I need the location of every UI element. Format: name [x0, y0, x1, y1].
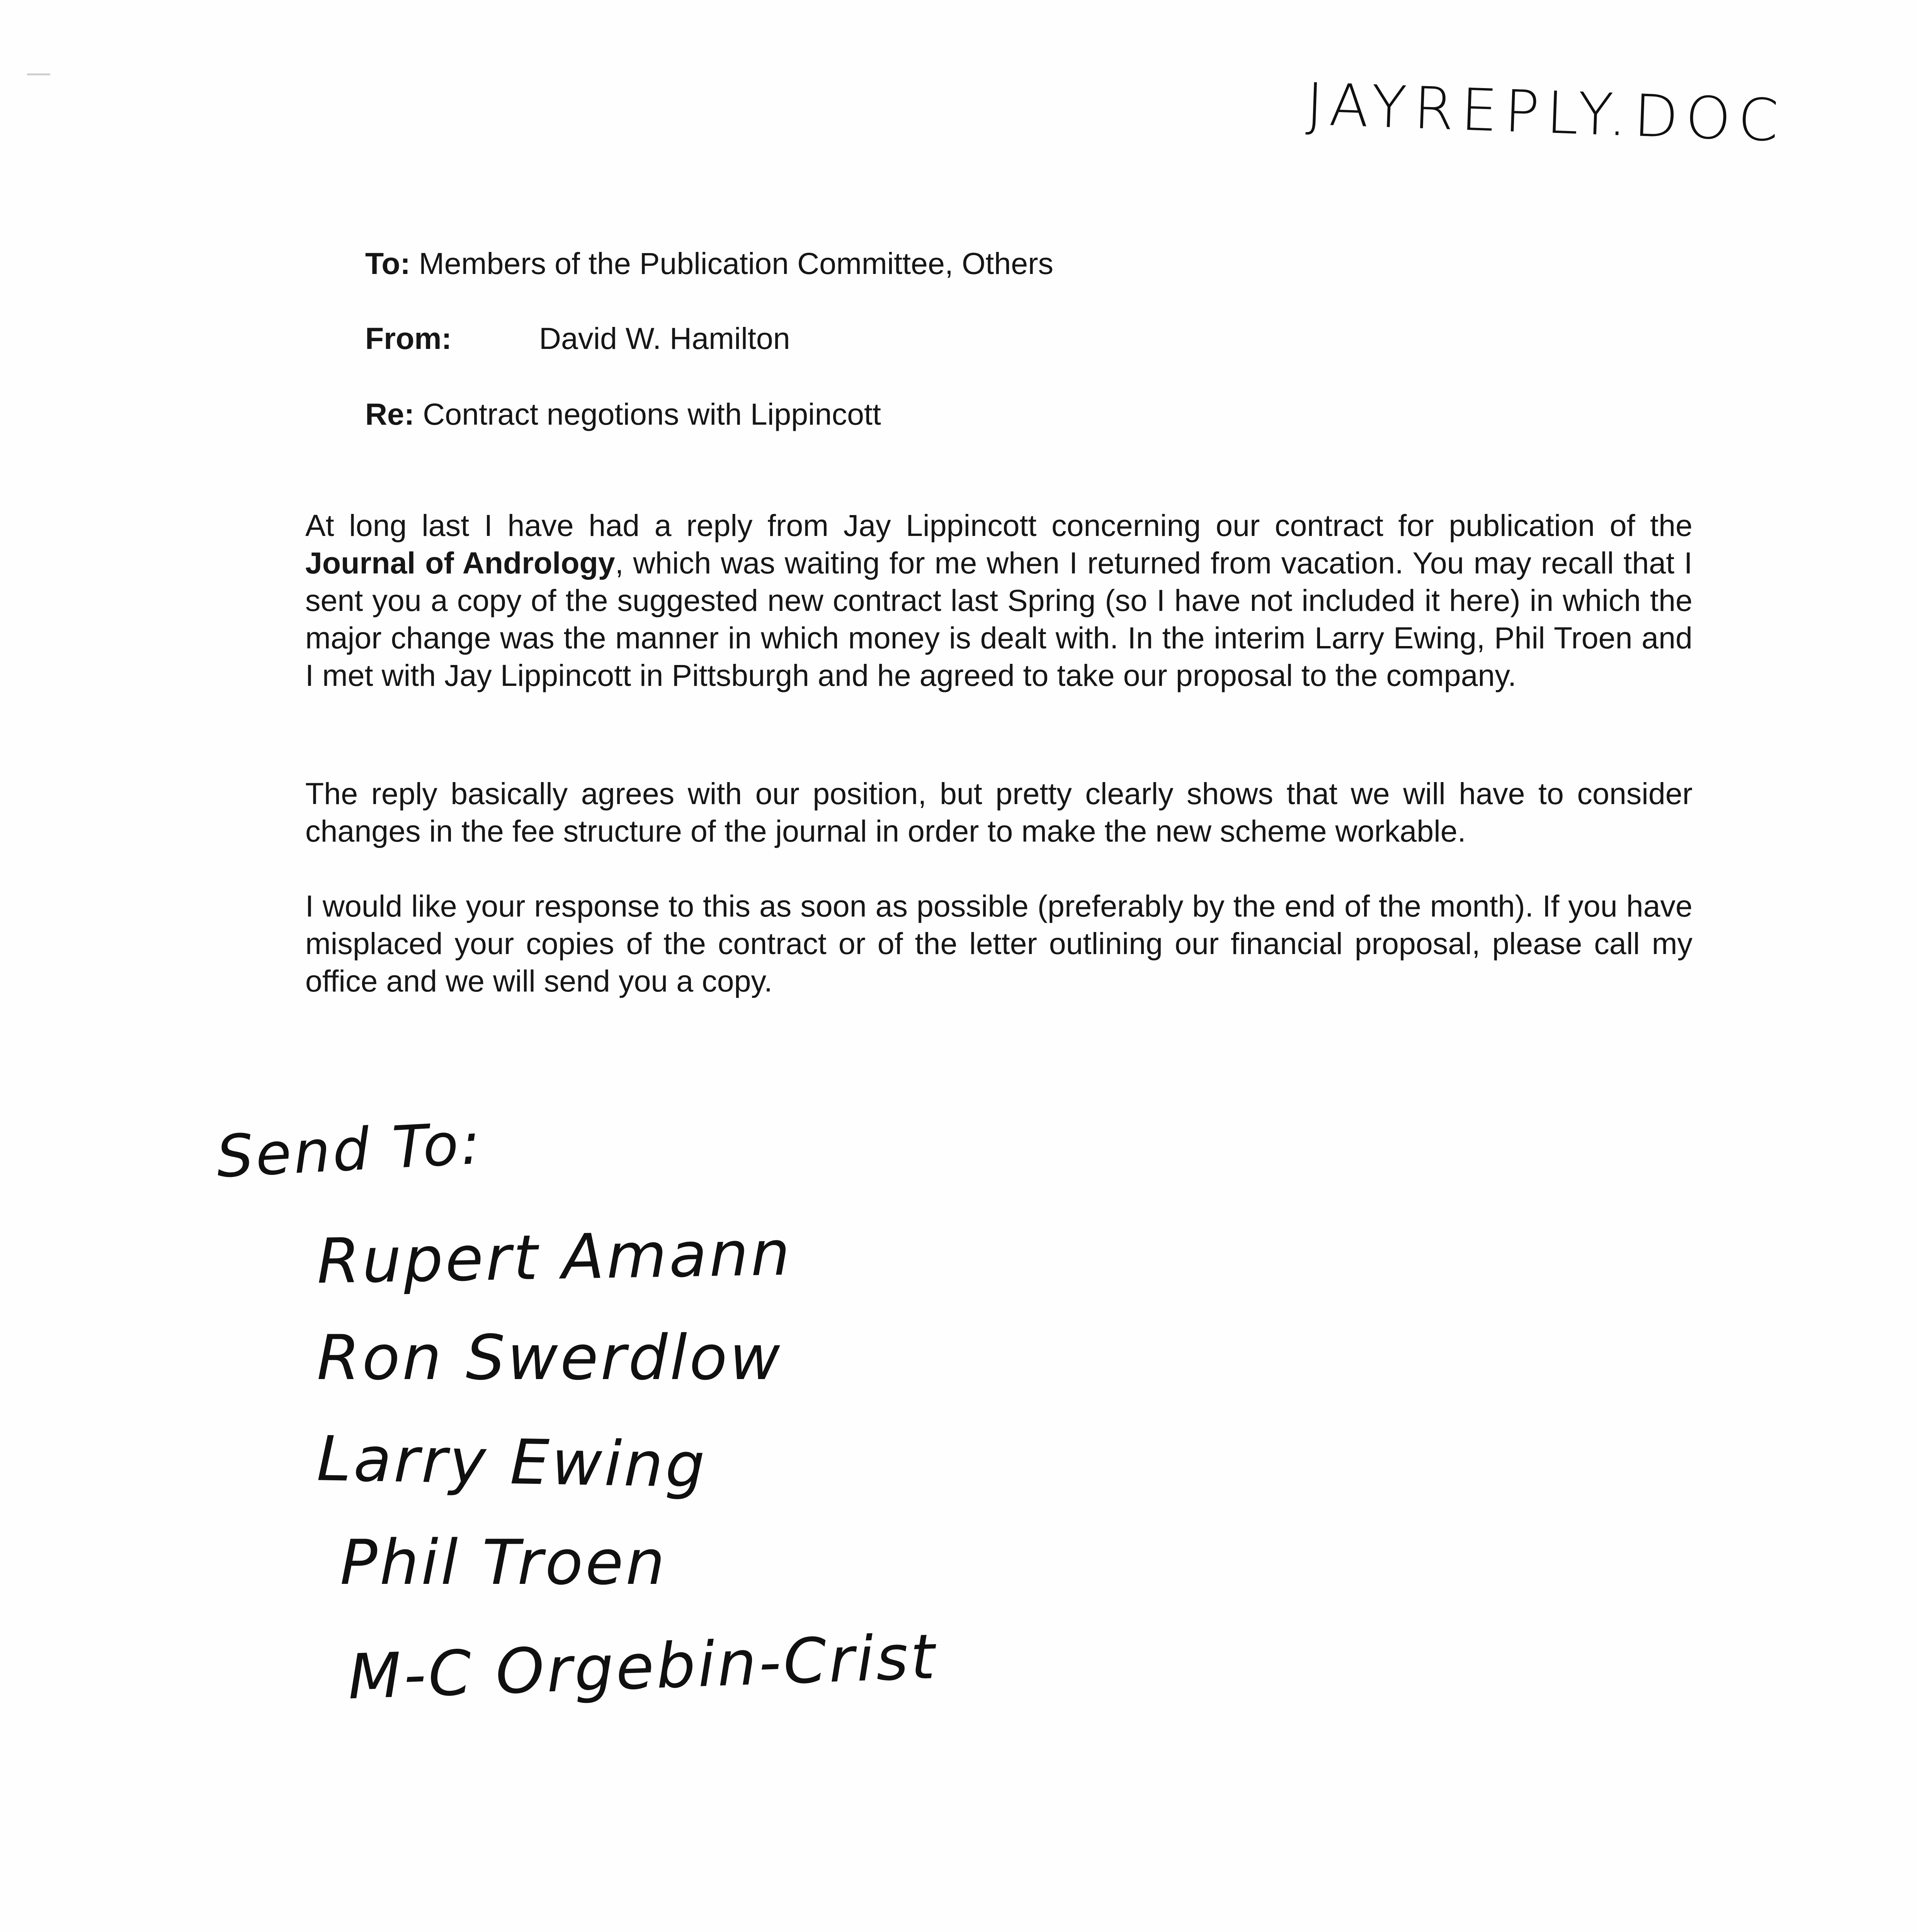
to-value: Members of the Publication Committee, Others: [418, 246, 1054, 281]
body-paragraph-1: [305, 507, 1692, 694]
body-paragraph-2: The reply basically agrees with our position, but pretty clearly shows that we will have to consider changes in the fee structure of the journal in order to make the new scheme workable.: [305, 776, 1692, 848]
from-label: From:: [365, 321, 452, 355]
journal-title: Journal of Andrology: [305, 546, 615, 580]
scan-artifact-top-left: [27, 73, 50, 75]
to-label: To:: [365, 246, 410, 281]
memo-from-line: [365, 320, 790, 357]
handwritten-recipient: Ron Swerdlow: [317, 1321, 782, 1394]
handwritten-recipient: Phil Troen: [340, 1526, 667, 1599]
p1-text-start: At long last I have had a reply from Jay Lippincott concerning our contract for publication of the: [305, 508, 1692, 543]
handwritten-recipient: M-C Orgebin-Crist: [347, 1620, 939, 1713]
handwritten-filename: JAYREPLY.DOC: [1305, 71, 1787, 155]
body-paragraph-3: I would like your response to this as soon as possible (preferably by the end of the month). If you have misplaced your copies of the contract or of the letter outlining our financial proposal, please call my office and we will send you a copy.: [305, 889, 1692, 998]
memo-to-line: [365, 245, 1053, 282]
re-value: Contract negotions with Lippincott: [423, 397, 881, 431]
re-label: Re:: [365, 397, 415, 431]
from-value: David W. Hamilton: [539, 321, 790, 355]
handwritten-send-to-heading: Send To:: [214, 1110, 484, 1191]
handwritten-recipient: Larry Ewing: [316, 1422, 708, 1502]
p1-text-end: , which was waiting for me when I returned from vacation. You may recall that I sent you a copy of the suggested new contract last Spring (so I have not included it here) in which the major change was the manner in which money is dealt with. In the interim Larry Ewing, Phil Troen and I met with Jay Lippincott in Pittsburgh and he agreed to take our proposal to the company.: [305, 546, 1692, 692]
memo-re-line: [365, 396, 881, 433]
handwritten-recipient: Rupert Amann: [316, 1217, 793, 1298]
